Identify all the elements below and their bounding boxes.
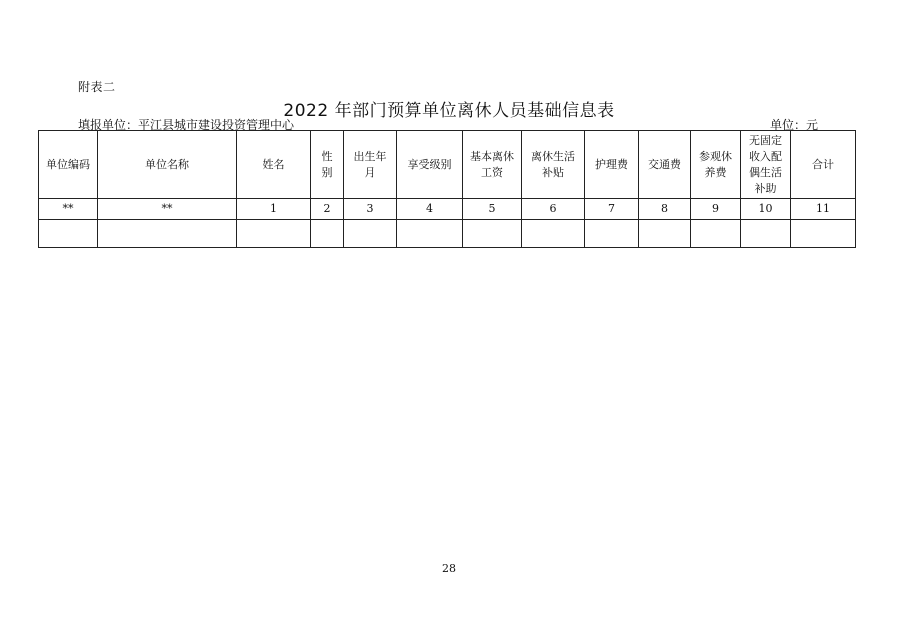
table-cell: 7 <box>585 199 639 220</box>
table-cell <box>39 220 98 248</box>
header-cell-base-salary <box>463 131 522 199</box>
header-text: 离休生活 补贴 <box>531 149 575 179</box>
header-cell-gender <box>311 131 344 199</box>
table-cell: 5 <box>463 199 522 220</box>
header-cell-spouse-subsidy <box>741 131 791 199</box>
header-text: 无固定 收入配 偶生活 补助 <box>749 133 782 195</box>
header-text: 姓名 <box>262 157 285 171</box>
header-cell-transport-fee <box>639 131 691 199</box>
page-number: 28 <box>442 562 456 575</box>
header-cell-unit-code <box>39 131 98 199</box>
header-cell-living-allowance <box>522 131 585 199</box>
table-cell <box>311 220 344 248</box>
header-text: 交通费 <box>648 157 681 171</box>
table-row <box>39 220 856 248</box>
page-title: 2022 年部门预算单位离休人员基础信息表 <box>283 101 615 121</box>
header-cell-birth <box>344 131 397 199</box>
table-cell <box>397 220 463 248</box>
table-cell <box>463 220 522 248</box>
table-cell <box>741 220 791 248</box>
header-text: 护理费 <box>595 157 628 171</box>
table-cell: 8 <box>639 199 691 220</box>
table-header-row <box>39 131 856 199</box>
header-text: 基本离休 工资 <box>470 149 514 179</box>
header-cell-unit-name <box>98 131 237 199</box>
table-cell: ** <box>98 199 237 220</box>
table-cell: 3 <box>344 199 397 220</box>
table-cell <box>639 220 691 248</box>
table-cell: 1 <box>237 199 311 220</box>
header-cell-nursing-fee <box>585 131 639 199</box>
table-cell: ** <box>39 199 98 220</box>
currency-unit-label: 单位：元 <box>770 118 819 132</box>
appendix-label: 附表二 <box>78 80 116 94</box>
table-cell <box>522 220 585 248</box>
header-text: 参观休 养费 <box>699 149 732 179</box>
header-text: 合计 <box>812 157 834 171</box>
header-text: 单位编码 <box>46 157 90 171</box>
header-cell-level <box>397 131 463 199</box>
table-cell <box>791 220 856 248</box>
table-cell <box>691 220 741 248</box>
header-text: 出生年 月 <box>353 149 387 179</box>
header-cell-total <box>791 131 856 199</box>
header-cell-recuperation-fee <box>691 131 741 199</box>
header-text: 性 别 <box>321 149 333 179</box>
table-row <box>39 199 856 220</box>
header-text: 享受级别 <box>407 157 452 171</box>
table-cell: 2 <box>311 199 344 220</box>
retiree-info-table <box>38 130 856 248</box>
table-cell: 4 <box>397 199 463 220</box>
table-cell: 11 <box>791 199 856 220</box>
table-cell <box>344 220 397 248</box>
table-cell <box>585 220 639 248</box>
fill-unit-label: 填报单位：平江县城市建设投资管理中心 <box>78 118 295 132</box>
table-cell: 10 <box>741 199 791 220</box>
table-cell <box>98 220 237 248</box>
table-cell: 9 <box>691 199 741 220</box>
table-cell: 6 <box>522 199 585 220</box>
header-text: 单位名称 <box>145 157 189 171</box>
header-cell-name <box>237 131 311 199</box>
table-cell <box>237 220 311 248</box>
